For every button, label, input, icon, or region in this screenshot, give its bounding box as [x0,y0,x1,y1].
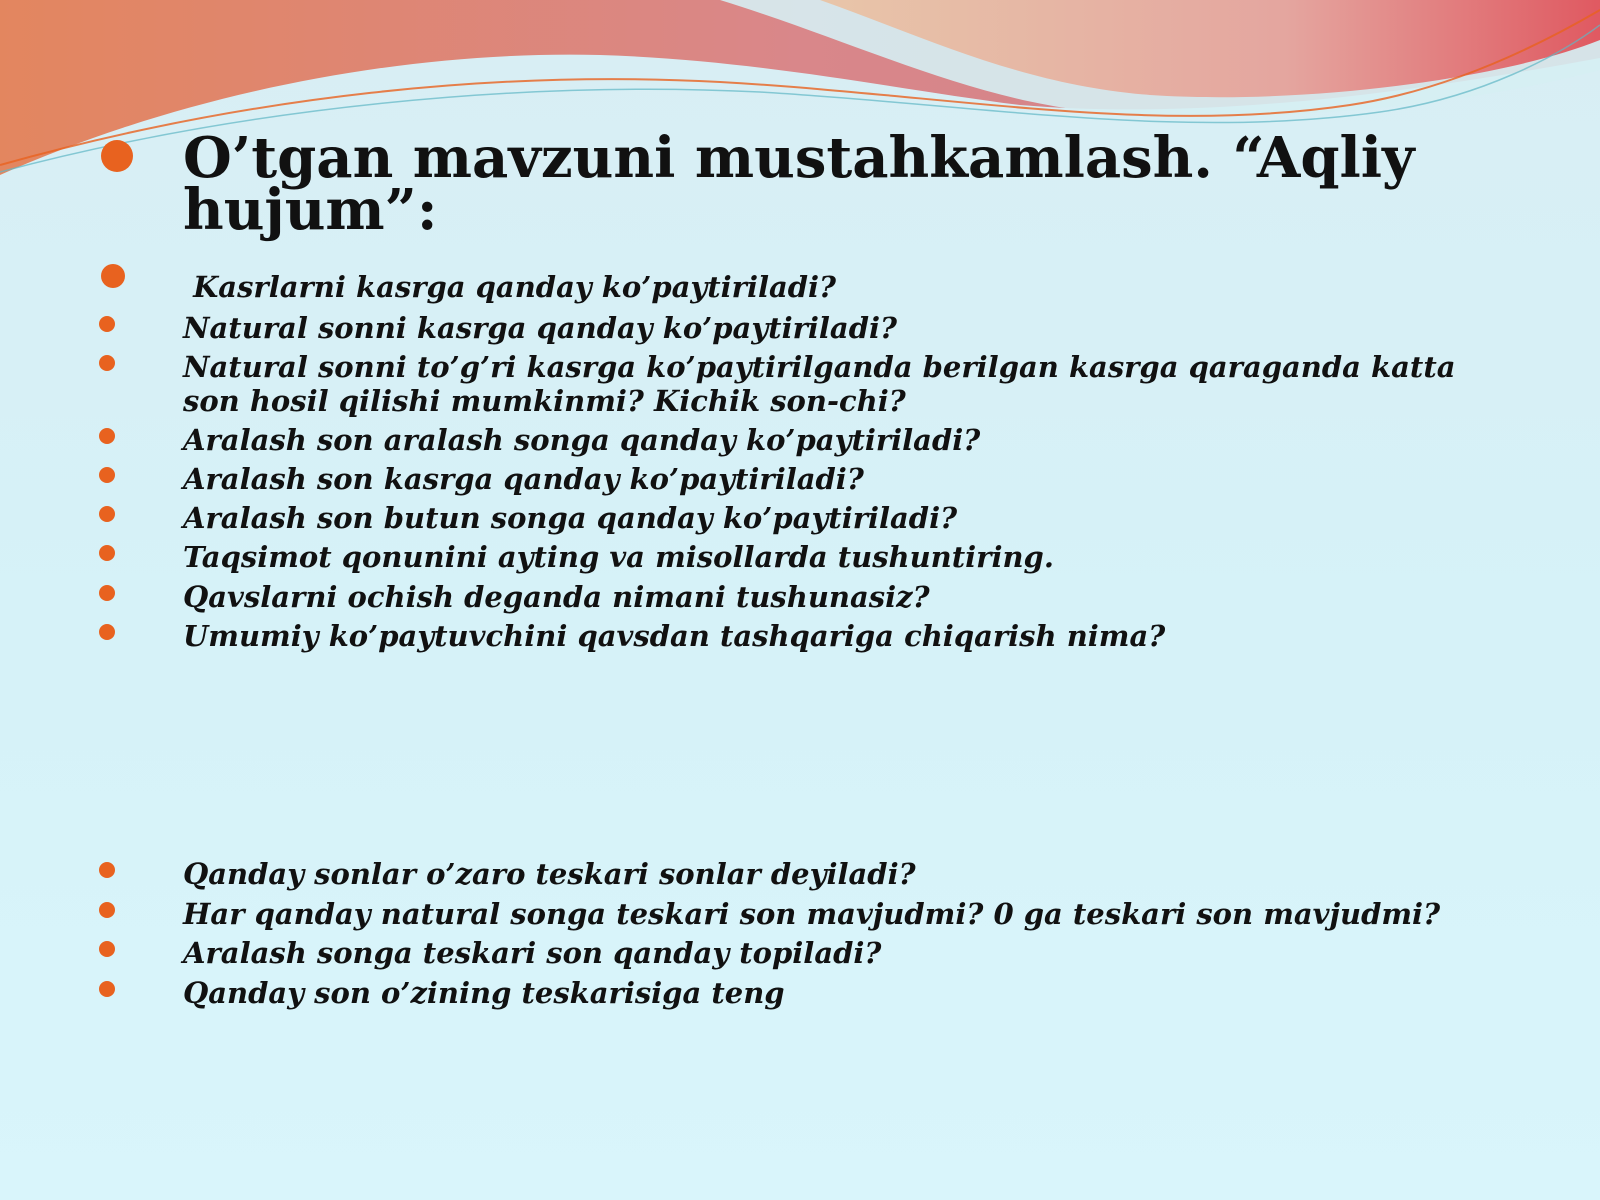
list-item: Har qanday natural songa teskari son mavjudmi? 0 ga teskari son mavjudmi? [183,897,1441,931]
list-item: Umumiy ko’paytuvchini qavsdan tashqariga chiqarish nima? [183,619,1166,653]
bullet [99,902,115,918]
list-item: Taqsimot qonunini ayting va misollarda tushuntiring. [183,540,1054,574]
bullet [99,545,115,561]
list-item: Natural sonni kasrga qanday ko’paytiriladi? [183,311,897,345]
list-item: Qanday sonlar o’zaro teskari sonlar deyiladi? [183,857,916,891]
bullet [99,467,115,483]
bullet [99,624,115,640]
slide-title: O’tgan mavzuni mustahkamlash. “Aqliy hujum”: [183,125,1415,243]
list-item: Qavslarni ochish deganda nimani tushunasiz? [183,580,930,614]
bullet [99,355,115,371]
bullet [99,506,115,522]
list-item: Natural sonni to’g’ri kasrga ko’paytirilganda berilgan kasrga qaraganda katta son hosil qilishi mumkinmi? Kichik son-chi? [183,350,1456,418]
bullet [99,941,115,957]
list-item: Aralash songa teskari son qanday topiladi? [183,936,882,970]
bullet [101,264,125,288]
bullet [99,585,115,601]
bullet [99,862,115,878]
list-item: Qanday son o’zining teskarisiga teng [183,976,785,1010]
bullet [99,316,115,332]
list-item: Aralash son aralash songa qanday ko’paytiriladi? [183,423,981,457]
list-item: Aralash son kasrga qanday ko’paytiriladi? [183,462,864,496]
title-bullet [101,140,133,172]
list-item: Aralash son butun songa qanday ko’paytiriladi? [183,501,958,535]
list-item: Kasrlarni kasrga qanday ko’paytiriladi? [183,270,837,304]
bullet [99,981,115,997]
bullet [99,428,115,444]
